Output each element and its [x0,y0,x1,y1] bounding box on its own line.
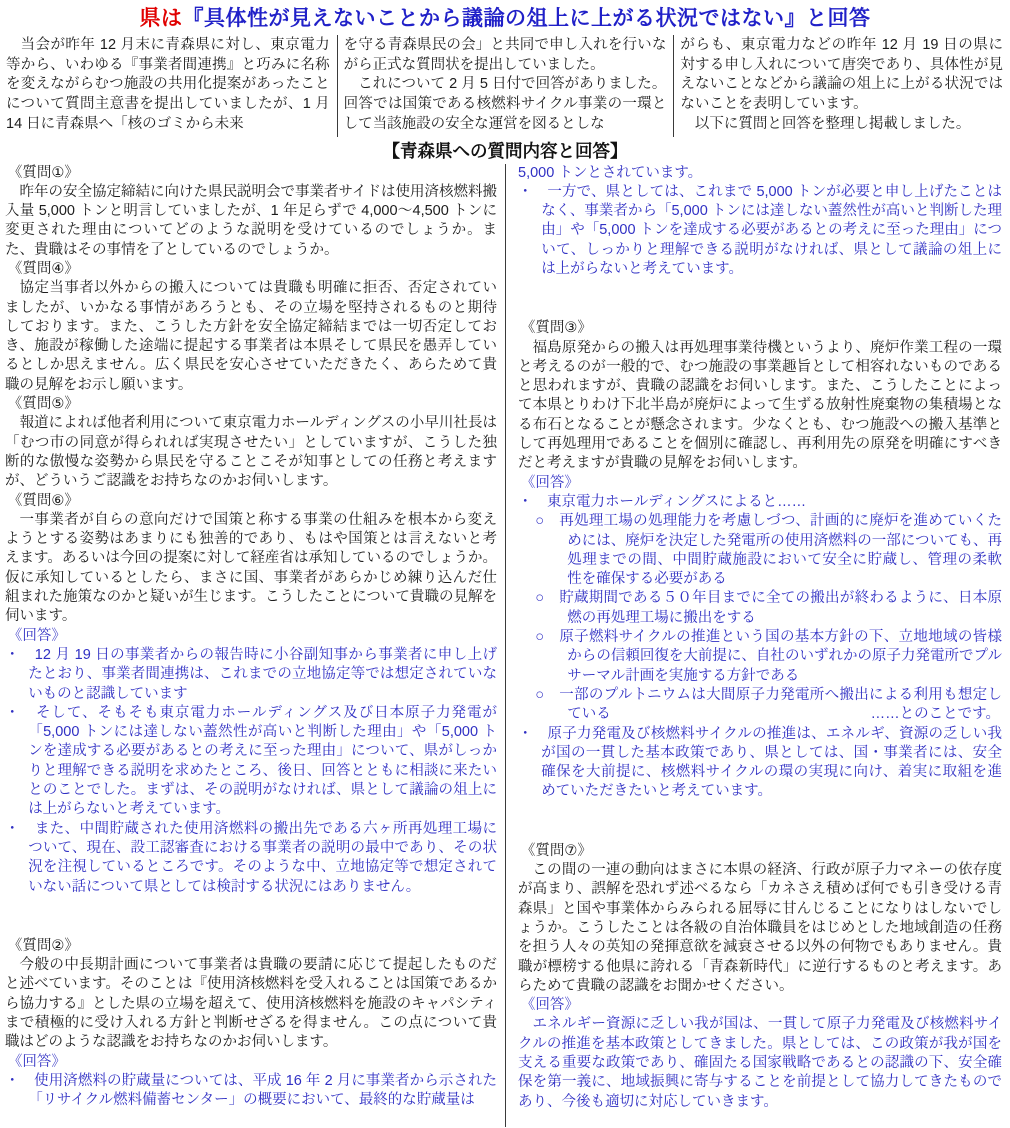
answer-bullet-item: ・ 使用済燃料の貯蔵量については、平成 16 年 2 月に事業者から示された「リサイクル燃料備蓄センター」の概要において、最終的な貯蔵量は [5,1072,497,1109]
answer-label: 《回答》 [520,997,579,1014]
question-paragraph: 今般の中長期計画について事業者は貴職の要請に応じて提起したものだと述べています。そのことは『使用済核燃料を受入れることは国策であるから協力する』とした県の立場を超えて、使用済核燃料を施設のキャパシティまで積極的に受け入れる方針と判断せざるを得ません。この点について貴職はどのような認識をお持ちなのかお伺いします。 [5,957,497,1051]
question-paragraph: 昨年の安全協定締結に向けた県民説明会で事業者サイドは使用済核燃料搬入量 5,000 トンと明言していましたが、1 年足らずで 4,000～4,500 トンに変更された理由についてどのような説明を受けているのでしょうか。また、貴職はその事情を了としているのでしょうか。 [5,183,497,258]
question-label: 《質問①》 [7,164,79,181]
intro-paragraph: 当会が昨年 12 月末に青森県に対し、東京電力等から、いわゆる『事業者間連携』と巧みに名称を変えながらむつ施設の共用化提案があったことについて質問主意書を提出していましたが、1 月 14 日に青森県へ「核のゴミから未来 [6,37,330,132]
answer-circle-item: ○ 一部のプルトニウムは大間原子力発電所へ搬出による利用も想定している ……とのことです。 [518,686,1002,725]
question-paragraph: 福島原発からの搬入は再処理事業待機というより、廃炉作業工程の一環と考えるのが一般的で、むつ施設の事業趣旨として相容れないものであると思われますが、貴職の認識をお伺いします。また、こうしたことによって本県とりわけ下北半島が廃炉によって生ずる放射性廃棄物の集積場となる布石となることが懸念されます。少なくとも、むつ施設への搬入基準として再処理用であることを個別に確認し、再利用先の原発を明確にすべきだと考えますが貴職の見解をお伺いします。 [518,339,1002,472]
answer-bullet-item: ・ そして、そもそも東京電力ホールディングス及び日本原子力発電が「5,000 トンには達しない蓋然性が高いと判断した理由」や「5,000 トンを達成する必要があるとの考えに至った理由」について、県がしっかりと理解できる説明を求めたところ、後日、回答とともに相談に来たいとのことでした。まずは、その説明がなければ、県として議論の俎上には上がらないと考えています。 [5,704,497,818]
question-label: 《質問⑦》 [520,842,592,859]
spacer [5,897,497,917]
intro-continuation: を守る青森県民の会」と共同で申し入れを行いながら正式な質問状を提出していました。 [343,37,667,73]
answer-paragraph: エネルギー資源に乏しい我が国は、一貫して原子力発電及び核燃料サイクルの推進を基本政策としてきました。県としては、この政策が我が国を支える重要な政策であり、確固たる国家戦略であるとの認識の下、安全確保を第一義に、地域振興に寄与することを前提として協力してきたものであり、今後も適切に対応していきます。 [518,1016,1002,1110]
answer-bullet-item: ・ 12 月 19 日の事業者からの報告時に小谷副知事から事業者に申し上げたとおり、事業者間連携は、これまでの立地協定等では想定されていないものと認識しています [5,646,497,702]
answer-continuation: 5,000 トンとされています。 [518,164,703,181]
spacer [518,299,1002,319]
question-paragraph: 報道によれば他者利用について東京電力ホールディングスの小早川社長は「むつ市の同意が得られれば実現させたい」としていますが、こうした独断的な傲慢な姿勢から県民を守ることこそが知事としての任務と考えますが、どういうご認識をお持ちなのかお伺いします。 [5,415,497,490]
intro-column-2 [337,35,674,137]
spacer [518,802,1002,822]
answer-bullet-item: ・ 一方で、県としては、これまで 5,000 トンが必要と申し上げたことはなく、事業者から「5,000 トンには達しない蓋然性が高いと判断した理由」や「5,000 トンを達成する必要があるとの考えに至った理由」について、しっかりと理解できる説明がなければ、県として議論の俎上には上がらないと考えています。 [518,183,1002,277]
spacer [5,917,497,937]
intro-paragraph: 以下に質問と回答を整理し掲載しました。 [694,115,971,132]
question-paragraph: 協定当事者以外からの搬入については貴職も明確に拒否、否定されていましたが、いかなる事情があろうとも、その立場を堅持されるものと期待しております。また、こうした方針を安全協定締結までは一切否定しておき、施設が稼働した途端に提起する事業者は本県そして県民を愚弄しているとしか思えません。広く県民を安心させていただきたく、あらためて貴職の見解をお示し願います。 [5,280,497,393]
answer-circle-item: ○ 再処理工場の処理能力を考慮しづつ、計画的に廃炉を進めていくためには、廃炉を決定した発電所の使用済燃料の一部についても、再処理までの間、中間貯蔵施設において安全に貯蔵し、管理の柔軟性を確保する必要がある [535,513,1003,588]
qa-body [0,164,1010,1127]
answer-bullet-item: ・ 東京電力ホールディングスによると…… [518,493,807,510]
section-header: 【青森県への質問内容と回答】 [382,140,628,161]
intro-paragraph: これについて 2 月 5 日付で回答がありました。回答では国策である核燃料サイクル事業の一環として当該施設の安全な運営を図るとしな [343,76,667,132]
intro-column-3 [673,35,1010,137]
document-title [0,0,1010,32]
question-label: 《質問④》 [7,261,79,277]
answer-label: 《回答》 [7,1053,66,1070]
question-label: 《質問⑥》 [7,492,79,509]
question-label: 《質問⑤》 [7,396,79,413]
document-title-quote: 『具体性が見えないことから議論の俎上に上がる状況ではない』と回答 [182,7,871,30]
answer-label: 《回答》 [520,474,579,491]
qa-left-column [0,164,505,1127]
question-label: 《質問②》 [7,937,79,954]
answer-circle-item: ○ 原子燃料サイクルの推進という国の基本方針の下、立地地域の皆様からの信頼回復を大前提に、自社のいずれかの原子力発電所でプルサーマル計画を実施する方針である [535,629,1002,684]
spacer [518,279,1002,299]
question-label: 《質問③》 [520,320,592,337]
spacer [518,822,1002,842]
document-title-subject: 県は [139,7,183,30]
intro-continuation: がらも、東京電力などの昨年 12 月 19 日の県に対する申し入れについて唐突であり、具体性が見えないことなどから議論の俎上に上がる状況ではないことを表明しています。 [680,37,1004,113]
answer-bullet-item: ・ 原子力発電及び核燃料サイクルの推進は、エネルギ、資源の乏しい我が国の一貫した基本政策であり、県としては、国・事業者には、安全確保を大前提に、核燃料サイクルの環の実現に向け、着実に取組を進めていただきたいと考えています。 [518,725,1002,800]
qa-right-column [505,164,1010,1127]
answer-label: 《回答》 [7,627,66,644]
question-paragraph: この間の一連の動向はまさに本県の経済、行政が原子力マネーの依存度が高まり、誤解を恐れず述べるなら「カネさえ積めば何でも引き受ける青森県」と国や事業体からみられる屈辱に甘んじることになりはしないでしょうか。こうしたことは各級の自治体職員をはじめとした地域創造の任務を担う人々の英知の発揮意欲を減衰させる以外の何物でもありません。貴職が標榜する他県に誇れる「青森新時代」に逆行するものと考えます。あらためて貴職の認識をお聞かせください。 [518,862,1002,994]
answer-right-note: ……とのことです。 [870,706,1000,723]
answer-bullet-item: ・ また、中間貯蔵された使用済燃料の搬出先である六ヶ所再処理工場について、現在、設工認審査における事業者の説明の最中であり、その状況を注視しているところです。そのような中、立地協定等で想定されていない話について県としては検討する状況にはありません。 [5,820,497,895]
answer-circle-item: ○ 貯蔵期間である５０年目までに全ての搬出が終わるように、日本原燃の再処理工場に搬出をする [535,590,1002,626]
intro-column-1 [0,35,337,137]
question-paragraph: 一事業者が自らの意向だけで国策と称する事業の仕組みを根本から変えようとする姿勢はあまりにも独善的であり、もはや国策とは言えないと考えます。あるいは今回の提案に対して経産省は承知しているのでしょうか。仮に承知しているとしたら、まさに国、事業者があらかじめ練り込んだ仕組まれた施策なのかと疑いが生じます。こうしたことについて貴職の見解を伺います。 [5,511,498,625]
intro-section [0,35,1010,137]
